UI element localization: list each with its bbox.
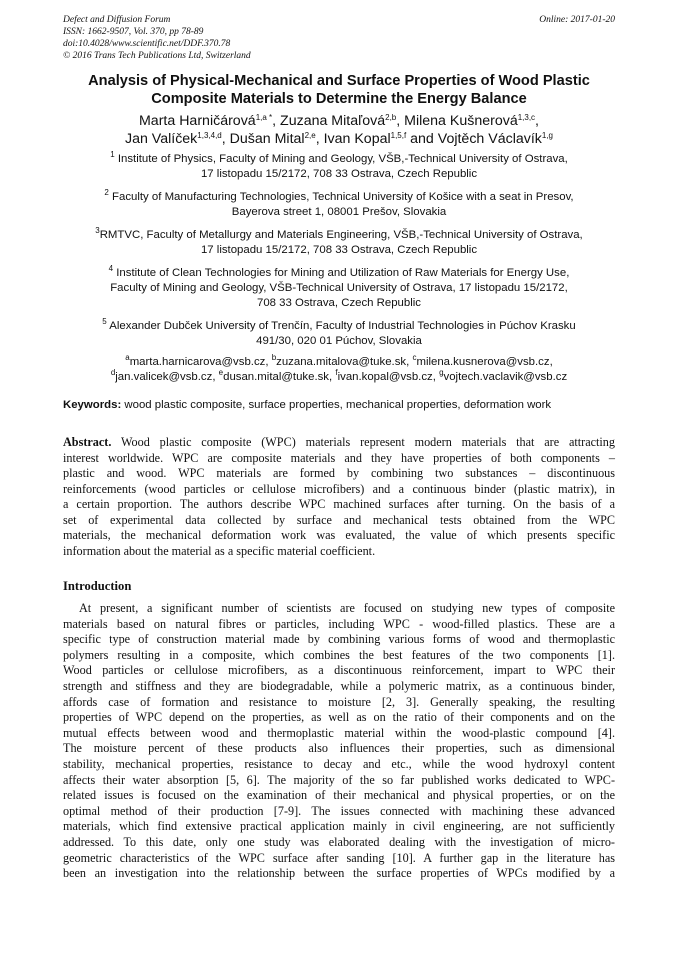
affiliation-text: Faculty of Manufacturing Technologies, Technical University of Košice with a seat in Presov, [112,191,574,203]
email-address[interactable]: marta.harnicarova@vsb.cz [129,356,266,368]
affiliation [63,266,615,311]
author-separator: , [396,113,405,129]
journal-header [63,14,615,62]
email-separator: , [265,356,272,368]
body-line: affects their water absorption [5, 6]. The majority of the so far published works dedicated to WPC- [63,772,615,787]
abstract-line: materials, the mechanical deformation work was evaluated, the value of which presents specific [63,528,615,542]
affiliation-text: Institute of Clean Technologies for Mining and Utilization of Raw Materials for Energy Use, [116,267,570,279]
affiliation-line [63,319,615,334]
email-marker: d [110,368,116,377]
body-line: affords case of formation and resistance to moisture [2, 3]. Generally speaking, the resulting [63,694,615,709]
author-affiliation-marker: 1,5,f [390,131,407,140]
author-name: Ivan Kopal [323,131,391,147]
author-affiliation-marker: 1,g [541,131,553,140]
affiliation-line: 17 listopadu 15/2172, 708 33 Ostrava, Czech Republic [200,168,478,180]
email-line [63,370,615,385]
abstract-line: set of experimental data collected by surface and mechanical tests obtained from the WPC [63,512,615,527]
email-address[interactable]: dusan.mital@tuke.sk [223,371,330,383]
author-affiliation-marker: 1,a * [255,113,273,122]
email-marker: f [335,368,338,377]
abstract-line [63,435,615,451]
author-name: Marta Harničárová [138,113,256,129]
body-line: Wood particles or cellulose microfibers, as a discontinuous reinforcement, impart to WPC their [63,663,615,678]
author-affiliation-marker: 2,e [304,131,316,140]
abstract-label: Abstract. [63,435,112,449]
section-heading: Introduction [63,579,132,593]
affiliation-number: 2 [104,188,109,197]
affiliation [63,228,615,258]
body-line: addressed. To this date, only one study was elaborated dealing with the investigation of micro- [63,834,615,849]
abstract-line: plastic and wood. WPC materials are formed by combining two substances – discontinuous [63,466,615,480]
affiliation-line: 708 33 Ostrava, Czech Republic [257,297,421,309]
abstract-line: a certain proportion. The authors describe WPC machined surfaces after turning. On the basis of a [63,497,615,511]
abstract-line: information about the material as a specific material coefficient. [63,543,376,558]
affiliation-line: Faculty of Mining and Geology, VŠB-Technical University of Ostrava, 17 listopadu 15/2172, [110,282,568,294]
body-line: polymers resulting in a composite, which combines the best features of the two components [1]. [63,647,615,662]
email-marker: e [218,368,224,377]
affiliation-line: 491/30, 020 01 Púchov, Slovakia [256,335,422,347]
affiliation-number: 4 [108,264,114,273]
body-line: specific type of construction material made by combining various forms of wood and thermoplastic [63,632,615,647]
author-separator: , [535,113,539,129]
affiliation-line [63,266,615,281]
journal-doi: doi:10.4028/www.scientific.net/DDF.370.78 [63,39,231,49]
title-line: Analysis of Physical-Mechanical and Surface Properties of Wood Plastic [88,73,590,89]
body-line: related issues is focused on the examination of their mechanical and physical properties, or on the [63,788,615,803]
affiliation-line: 17 listopadu 15/2172, 708 33 Ostrava, Czech Republic [200,244,478,256]
email-marker: g [439,368,444,377]
email-separator: , [432,371,440,383]
email-separator: , [212,371,219,383]
email-separator: , [329,371,336,383]
email-address[interactable]: jan.valicek@vsb.cz [115,371,213,383]
abstract-text: Wood plastic composite (WPC) materials represent modern materials that are attracting [111,435,615,449]
affiliation-line [63,190,615,205]
affiliation-line [63,152,615,167]
author-line [63,112,615,130]
author-name: Zuzana Mitaľová [280,113,386,129]
body-line: optimal method of their production [7-9]. The issues connected with machining these advanced [63,803,615,818]
affiliation-text: RMTVC, Faculty of Metallurgy and Materials Engineering, VŠB,-Technical University of Ostrava, [99,229,583,241]
author-separator: , [272,113,281,129]
email-address[interactable]: zuzana.mitalova@tuke.sk [276,356,407,368]
body-line: been an investigation into the relationship between the surface properties of WPCs modified by a [63,866,615,881]
author-affiliation-marker: 1,3,4,d [197,131,222,140]
online-date: Online: 2017-01-20 [539,15,615,25]
abstract [63,435,615,559]
body-line: properties of WPC depend on the properties, as well as on the ratio of their components and on the [63,710,615,725]
author-separator: , [315,131,324,147]
affiliation-number: 1 [110,150,115,159]
title-line: Composite Materials to Determine the Energy Balance [151,91,527,107]
journal-copyright: © 2016 Trans Tech Publications Ltd, Switzerland [63,51,251,61]
affiliation [63,152,615,182]
body-line: materials, which find extensive practical application mainly in civil engineering, are not sufficiently [63,819,615,834]
paper-title [63,72,615,108]
body-line: materials based on natural fibres or particles, including WPC - wood-filled plastics. These are a [63,616,615,631]
affiliation-number: 3 [95,226,100,235]
paper-page [63,14,615,882]
email-separator: , [549,356,553,368]
email-list [63,355,615,385]
email-address[interactable]: milena.kusnerova@vsb.cz [416,356,550,368]
introduction-body [63,601,615,882]
affiliation [63,319,615,349]
body-line: geometric characteristics of the WPC surface after sanding [10]. A further gap in the literature has [63,850,615,865]
affiliation-text: Alexander Dubček University of Trenčín, Faculty of Industrial Technologies in Púchov Krasku [109,320,576,332]
keywords [63,398,615,413]
affiliation [63,190,615,220]
journal-info [63,14,615,62]
abstract-line: interest worldwide. WPC are composite materials and they have properties of both components – [63,450,615,465]
email-address[interactable]: vojtech.vaclavik@vsb.cz [443,371,568,383]
body-line: strength and stiffness and they are biodegradable, while a polymeric matrix, as a continuous binder, [63,678,615,693]
author-name: Vojtěch Václavík [437,131,542,147]
author-name: Milena Kušnerová [404,113,518,129]
affiliation-line: Bayerova street 1, 08001 Prešov, Slovakia [231,206,447,218]
body-line: The moisture percent of these products also influences their properties, such as dimensional [63,741,615,756]
author-name: Jan Valíček [124,131,198,147]
author-line [63,130,615,148]
author-list [63,112,615,148]
body-line: At present, a significant number of scientists are focused on studying new types of composite [79,601,615,615]
email-separator: , [406,356,413,368]
email-marker: a [125,353,130,362]
body-line: mutual effects between wood and thermoplastic material within the wood-plastic compound [4]. [63,725,615,740]
journal-name: Defect and Diffusion Forum [63,15,171,25]
email-line [63,355,615,370]
author-name: Dušan Mital [229,131,305,147]
affiliation-list [63,152,615,349]
author-affiliation-marker: 2,b [385,113,397,122]
affiliation-number: 5 [102,317,107,326]
email-marker: c [412,353,417,362]
author-separator: , [221,131,230,147]
journal-issn: ISSN: 1662-9507, Vol. 370, pp 78-89 [63,27,204,37]
email-address[interactable]: ivan.kopal@vsb.cz [337,371,433,383]
keywords-label: Keywords: [63,399,122,411]
body-line: stability, mechanical properties, resistance to decay and etc., while the wood hydroxyl content [63,756,615,771]
keywords-text: wood plastic composite, surface properties, mechanical properties, deformation work [121,399,552,411]
email-marker: b [271,353,277,362]
author-separator: and [406,131,438,147]
affiliation-line [63,228,615,243]
author-affiliation-marker: 1,3,c [517,113,536,122]
abstract-line: reinforcements (wood particles or cellulose microfibers) and a continuous binder (plastic matrix), in [63,481,615,496]
affiliation-text: Institute of Physics, Faculty of Mining and Geology, VŠB,-Technical University of Ostrava, [117,153,568,165]
